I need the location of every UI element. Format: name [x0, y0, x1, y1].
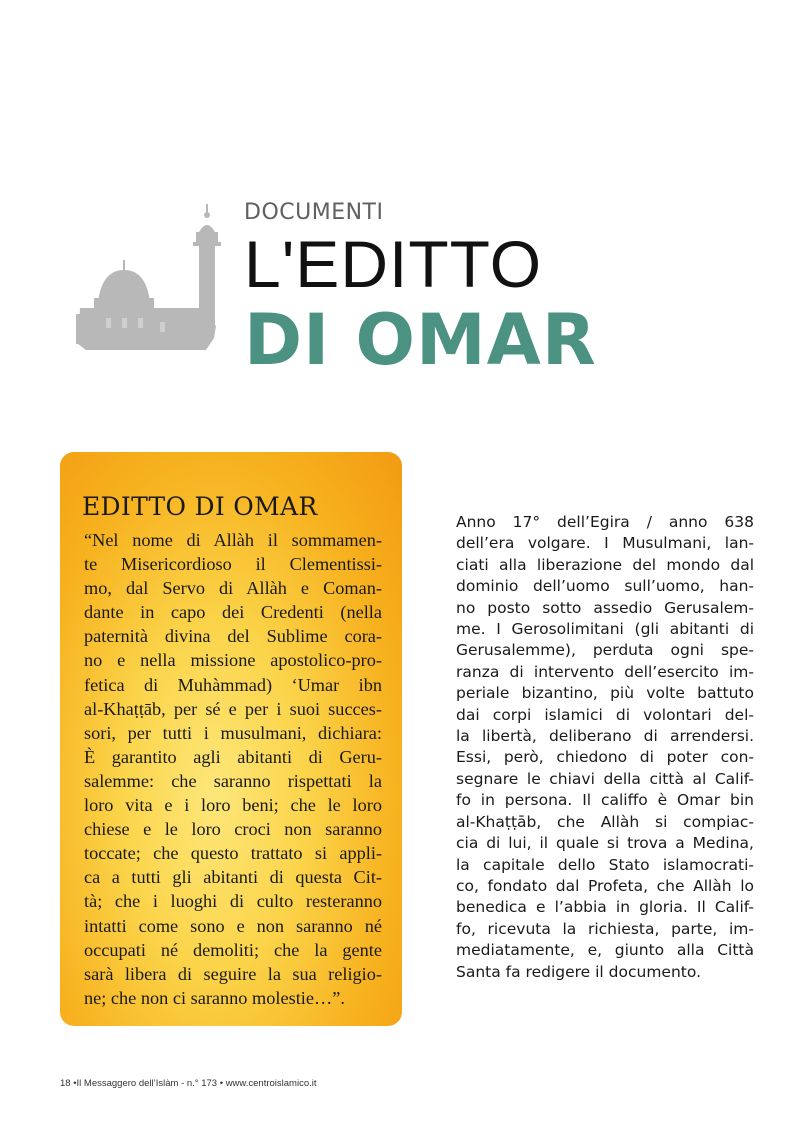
edict-sidebar-text: [84, 528, 382, 1010]
text-line: periale bizantino, più volte battuto: [456, 684, 754, 703]
text-line: co, fondato dal Profeta, che Allàh lo: [456, 876, 754, 895]
edict-sidebar-title: EDITTO DI OMAR: [82, 492, 318, 521]
text-line: È garantito agli abitanti di Geru-: [84, 746, 382, 767]
text-line: dell’era volgare. I Musulmani, lan-: [456, 534, 754, 553]
text-line: Gerusalemme), perduta ogni spe-: [456, 641, 754, 660]
text-line: al-Khaṭṭāb, che Allàh si compiac-: [456, 812, 754, 831]
text-line: Santa fa redigere il documento.: [456, 962, 702, 981]
page-footer: 18 •Il Messaggero dell’Islàm - n.° 173 • www.centroislamico.it: [60, 1078, 317, 1089]
text-line: ne; che non ci saranno molestie…”.: [84, 987, 345, 1008]
text-line: “Nel nome di Allàh il sommamen-: [84, 530, 382, 550]
text-line: sori, per tutti i musulmani, dichiara:: [84, 722, 382, 743]
page-title-line-2: DI OMAR: [244, 299, 597, 381]
article-body: [456, 512, 754, 983]
text-line: fo in persona. Il califfo è Omar bin: [456, 791, 754, 810]
text-line: al-Khaṭṭāb, per sé e per i suoi succes-: [84, 698, 382, 719]
text-line: fo, ricevuta la richiesta, parte, im-: [456, 919, 754, 938]
text-line: ranza di intervento dell’esercito im-: [456, 662, 754, 681]
text-line: loro vita e i loro beni; che le loro: [84, 795, 382, 816]
text-line: dante in capo dei Credenti (nella: [84, 602, 382, 623]
text-line: ca a tutti gli abitanti di questa Cit-: [84, 867, 382, 888]
text-line: salemme: che saranno rispettati la: [84, 770, 382, 791]
text-line: te Misericordioso il Clementissi-: [84, 554, 382, 575]
mosque-silhouette-icon: [76, 204, 246, 356]
text-line: paternità divina del Sublime cora-: [84, 626, 382, 647]
text-line: dominio dell’uomo sull’uomo, han-: [456, 577, 754, 596]
text-line: sarà libera di seguire la sua religio-: [84, 963, 382, 984]
text-line: no posto sotto assedio Gerusalem-: [456, 598, 754, 617]
text-line: cia di lui, il quale si trova a Medina,: [456, 834, 754, 853]
text-line: la capitale dello Stato islamocrati-: [456, 855, 754, 874]
text-line: fetica di Muhàmmad) ‘Umar ibn: [84, 674, 382, 695]
section-kicker: DOCUMENTI: [244, 200, 384, 225]
text-line: segnare le chiavi della città al Calif-: [456, 769, 754, 788]
text-line: mediatamente, e, giunto alla Città: [456, 941, 754, 960]
text-line: benedica e l’abbia in gloria. Il Calif-: [456, 898, 754, 917]
page-title-line-1: L'EDITTO: [244, 227, 543, 301]
text-line: toccate; che questo trattato si appli-: [84, 843, 382, 864]
text-line: mo, dal Servo di Allàh e Coman-: [84, 578, 382, 599]
text-line: tà; che i luoghi di culto resteranno: [84, 891, 382, 912]
text-line: ciati alla liberazione del mondo dal: [456, 555, 754, 574]
text-line: Essi, però, chiedono di poter con-: [456, 748, 754, 767]
text-line: dai corpi islamici di volontari del-: [456, 705, 754, 724]
text-line: intatti come sono e non saranno né: [84, 915, 382, 936]
text-line: la libertà, deliberano di arrendersi.: [456, 727, 754, 746]
text-line: me. I Gerosolimitani (gli abitanti di: [456, 620, 754, 639]
text-line: no e nella missione apostolico-pro-: [84, 650, 382, 671]
text-line: Anno 17° dell’Egira / anno 638: [456, 513, 754, 531]
text-line: occupati né demoliti; che la gente: [84, 939, 382, 960]
text-line: chiese e le loro croci non saranno: [84, 819, 382, 840]
